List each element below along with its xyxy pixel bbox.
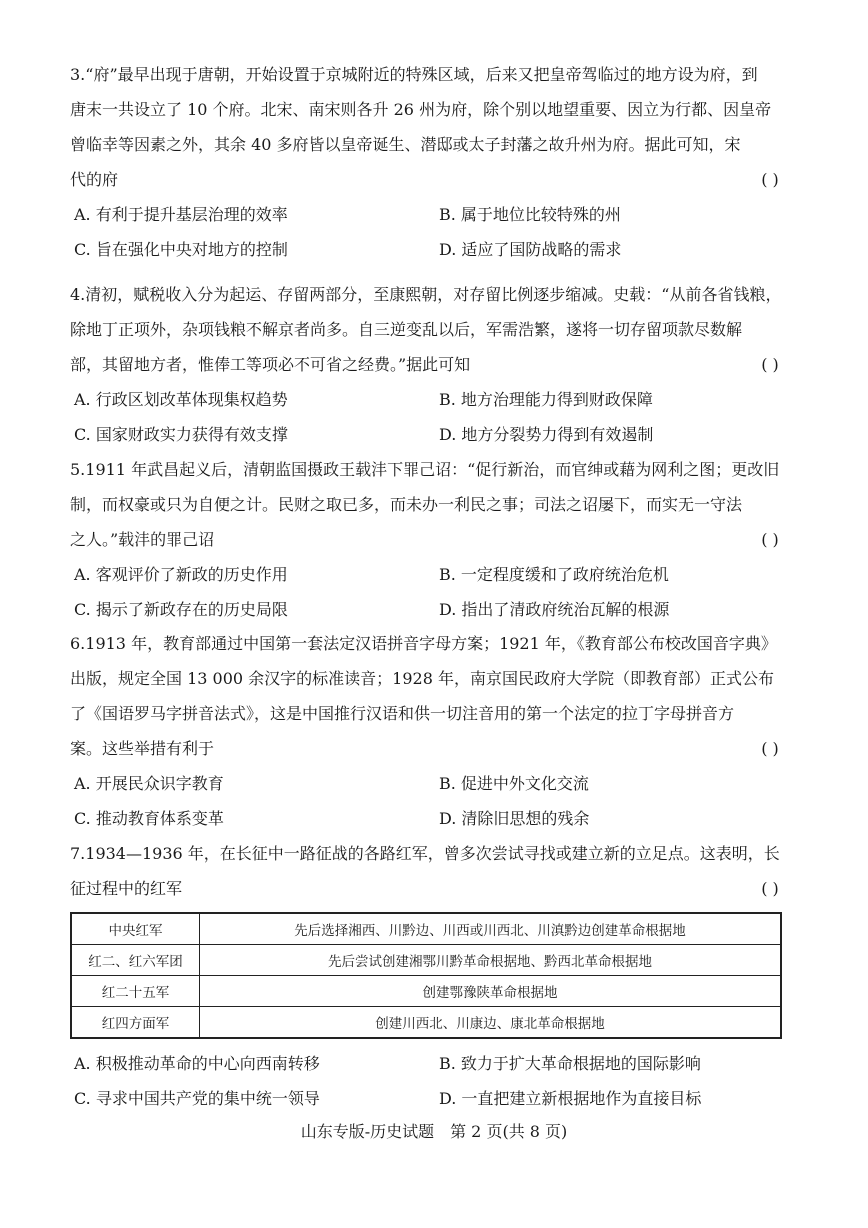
option-b: B. 地方治理能力得到财政保障 <box>439 390 653 409</box>
question-stem-line <box>70 347 800 382</box>
question-stem-text: 征过程中的红军 <box>70 879 183 898</box>
question-stem-line: 4.清初，赋税收入分为起运、存留两部分，至康熙朝，对存留比例逐步缩减。史载：“从前各省钱粮， <box>70 285 782 304</box>
question-stem-text: 代的府 <box>70 170 119 189</box>
table-cell-activity: 创建鄂豫陕革命根据地 <box>200 976 782 1007</box>
option-b: B. 属于地位比较特殊的州 <box>439 205 621 224</box>
question-4 <box>70 277 800 452</box>
question-stem-line: 制，而权豪或只为自便之计。民财之取已多，而未办一利民之事；司法之诏屡下，而实无一守法 <box>70 495 743 514</box>
option-a: A. 积极推动革命的中心向西南转移 <box>74 1054 320 1073</box>
question-stem-text: 案。这些举措有利于 <box>70 739 215 758</box>
question-stem-line: 5.1911 年武昌起义后，清朝监国摄政王载沣下罪己诏：“促行新治，而官绅或藉为网利之图；更改旧 <box>70 460 780 479</box>
question-stem-line: 除地丁正项外，杂项钱粮不解京者尚多。自三逆变乱以后，军需浩繁，遂将一切存留项款尽数解 <box>70 320 743 339</box>
question-stem-text: 之人。”载沣的罪己诏 <box>70 530 215 549</box>
answer-blank: ( ) <box>761 879 779 898</box>
question-5 <box>70 452 800 627</box>
option-b: B. 一定程度缓和了政府统治危机 <box>439 565 669 584</box>
answer-blank: ( ) <box>761 530 779 549</box>
question-7-options <box>70 1046 800 1116</box>
page-footer: 山东专版-历史试题 第 2 页(共 8 页) <box>300 1122 568 1141</box>
options <box>70 197 800 267</box>
option-a: A. 有利于提升基层治理的效率 <box>74 205 288 224</box>
option-b: B. 促进中外文化交流 <box>439 774 589 793</box>
option-a: A. 行政区划改革体现集权趋势 <box>74 390 288 409</box>
option-c: C. 推动教育体系变革 <box>74 809 224 828</box>
table-cell-unit: 红二、红六军团 <box>71 945 200 976</box>
option-d: D. 地方分裂势力得到有效遏制 <box>439 425 654 444</box>
question-stem-line: 唐末一共设立了 10 个府。北宋、南宋则各升 26 州为府，除个别以地望重要、因立为行都、因皇帝 <box>70 100 772 119</box>
table-row <box>71 976 781 1007</box>
option-c: C. 寻求中国共产党的集中统一领导 <box>74 1089 320 1108</box>
red-army-table <box>70 912 782 1039</box>
option-d: D. 清除旧思想的残余 <box>439 809 590 828</box>
option-d: D. 适应了国防战略的需求 <box>439 240 622 259</box>
question-stem-text: 部，其留地方者，惟俸工等项必不可省之经费。”据此可知 <box>70 355 471 374</box>
question-stem-line <box>70 162 800 197</box>
option-c: C. 国家财政实力获得有效支撑 <box>74 425 288 444</box>
option-c: C. 旨在强化中央对地方的控制 <box>74 240 288 259</box>
question-3 <box>70 57 800 267</box>
answer-blank: ( ) <box>761 355 779 374</box>
table-cell-activity: 先后尝试创建湘鄂川黔革命根据地、黔西北革命根据地 <box>200 945 782 976</box>
question-6 <box>70 626 800 836</box>
question-stem-line <box>70 522 800 557</box>
question-stem-line <box>70 871 800 906</box>
question-stem-line: 7.1934—1936 年，在长征中一路征战的各路红军，曾多次尝试寻找或建立新的立足点。这表明，长 <box>70 844 780 863</box>
table-cell-unit: 中央红军 <box>71 913 200 945</box>
options <box>70 766 800 836</box>
question-stem-line: 了《国语罗马字拼音法式》，这是中国推行汉语和供一切注音用的第一个法定的拉丁字母拼音方 <box>70 704 735 723</box>
table-cell-unit: 红四方面军 <box>71 1007 200 1039</box>
option-b: B. 致力于扩大革命根据地的国际影响 <box>439 1054 701 1073</box>
table-row <box>71 1007 781 1039</box>
option-a: A. 客观评价了新政的历史作用 <box>74 565 288 584</box>
option-a: A. 开展民众识字教育 <box>74 774 224 793</box>
answer-blank: ( ) <box>761 170 779 189</box>
question-stem-line: 6.1913 年，教育部通过中国第一套法定汉语拼音字母方案；1921 年，《教育部公布校改国音字典》 <box>70 634 777 653</box>
table-cell-activity: 先后选择湘西、川黔边、川西或川西北、川滇黔边创建革命根据地 <box>200 913 782 945</box>
question-stem-line: 出版，规定全国 13 000 余汉字的标准读音；1928 年，南京国民政府大学院（即教育部）正式公布 <box>70 669 774 688</box>
question-stem-line: 3.“府”最早出现于唐朝，开始设置于京城附近的特殊区域，后来又把皇帝驾临过的地方设为府，到 <box>70 65 758 84</box>
options <box>70 557 800 627</box>
option-d: D. 指出了清政府统治瓦解的根源 <box>439 600 670 619</box>
question-7 <box>70 836 800 906</box>
table-row <box>71 945 781 976</box>
question-stem-line <box>70 731 800 766</box>
options <box>70 1046 800 1116</box>
table-row <box>71 913 781 945</box>
options <box>70 382 800 452</box>
table-cell-unit: 红二十五军 <box>71 976 200 1007</box>
option-c: C. 揭示了新政存在的历史局限 <box>74 600 288 619</box>
table-cell-activity: 创建川西北、川康边、康北革命根据地 <box>200 1007 782 1039</box>
question-stem-line: 曾临幸等因素之外，其余 40 多府皆以皇帝诞生、潜邸或太子封藩之故升州为府。据此可知，宋 <box>70 135 741 154</box>
answer-blank: ( ) <box>761 739 779 758</box>
option-d: D. 一直把建立新根据地作为直接目标 <box>439 1089 702 1108</box>
